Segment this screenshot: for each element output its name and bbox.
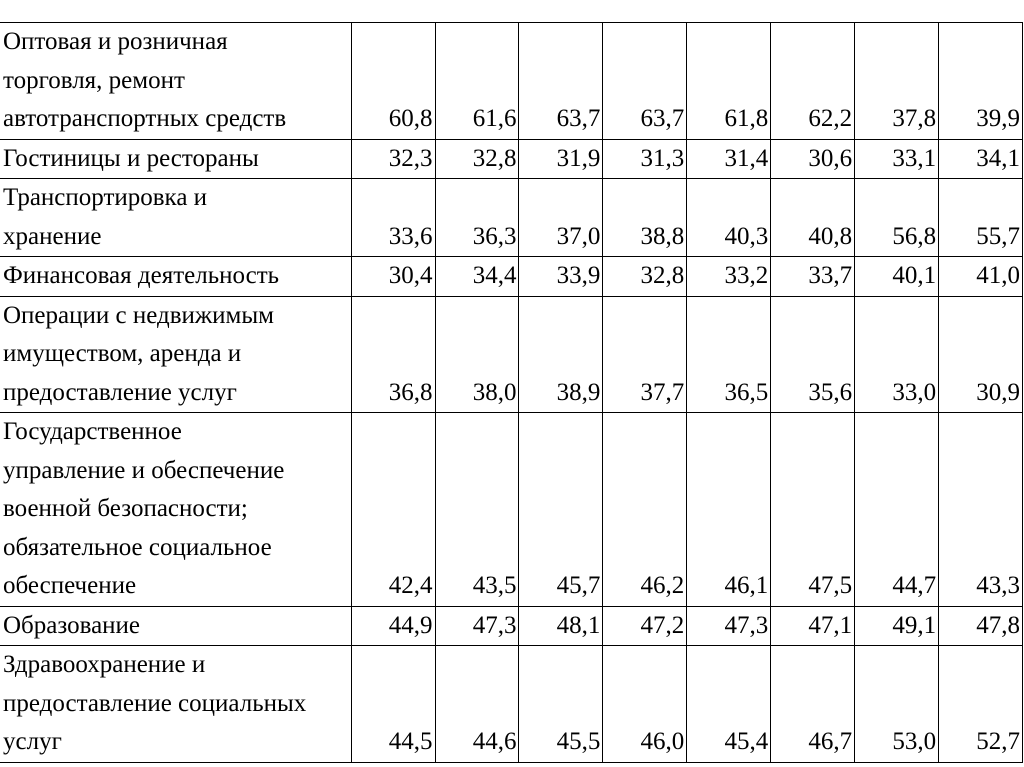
- value-cell: 38,8: [603, 179, 687, 257]
- value-cell: 40,8: [771, 179, 855, 257]
- value-cell: 33,9: [519, 257, 603, 297]
- row-label-line: предоставление услуг: [3, 378, 237, 406]
- value-cell: 63,7: [519, 23, 603, 140]
- value-cell: 30,4: [351, 257, 435, 297]
- value-cell: 44,7: [855, 413, 939, 607]
- value-cell: 33,2: [687, 257, 771, 297]
- value-cell: 30,9: [939, 296, 1023, 413]
- value-cell: 30,6: [771, 139, 855, 179]
- value-cell: 39,9: [939, 23, 1023, 140]
- row-label-cell: [0, 296, 351, 413]
- value-cell: 46,1: [687, 413, 771, 607]
- value-cell: 34,4: [435, 257, 519, 297]
- value-cell: 33,0: [855, 296, 939, 413]
- statistics-table: [0, 22, 1023, 763]
- value-cell: 62,2: [771, 23, 855, 140]
- row-label-cell: [0, 139, 351, 179]
- value-cell: 44,9: [351, 606, 435, 646]
- value-cell: 44,6: [435, 646, 519, 763]
- value-cell: 45,5: [519, 646, 603, 763]
- value-cell: 40,1: [855, 257, 939, 297]
- table-row: [0, 606, 1023, 646]
- row-label-line: Гостиницы и рестораны: [3, 144, 259, 172]
- row-label-cell: [0, 646, 351, 763]
- value-cell: 36,8: [351, 296, 435, 413]
- value-cell: 45,7: [519, 413, 603, 607]
- table-body: [0, 23, 1023, 763]
- table-row: [0, 257, 1023, 297]
- value-cell: 32,8: [603, 257, 687, 297]
- row-label-line: управление и обеспечение: [3, 456, 285, 484]
- value-cell: 38,9: [519, 296, 603, 413]
- value-cell: 60,8: [351, 23, 435, 140]
- row-label-line: торговля, ремонт: [3, 66, 185, 94]
- table-row: [0, 413, 1023, 607]
- row-label-cell: [0, 413, 351, 607]
- value-cell: 32,8: [435, 139, 519, 179]
- value-cell: 36,5: [687, 296, 771, 413]
- row-label-line: Операции с недвижимым: [3, 301, 274, 329]
- value-cell: 53,0: [855, 646, 939, 763]
- value-cell: 42,4: [351, 413, 435, 607]
- row-label-cell: [0, 179, 351, 257]
- value-cell: 61,6: [435, 23, 519, 140]
- value-cell: 37,8: [855, 23, 939, 140]
- value-cell: 31,4: [687, 139, 771, 179]
- row-label-line: Оптовая и розничная: [3, 28, 228, 55]
- value-cell: 46,0: [603, 646, 687, 763]
- value-cell: 36,3: [435, 179, 519, 257]
- row-label-line: обязательное социальное: [3, 533, 272, 561]
- value-cell: 37,0: [519, 179, 603, 257]
- value-cell: 35,6: [771, 296, 855, 413]
- value-cell: 47,8: [939, 606, 1023, 646]
- value-cell: 31,9: [519, 139, 603, 179]
- value-cell: 32,3: [351, 139, 435, 179]
- row-label-cell: [0, 606, 351, 646]
- row-label-line: обеспечение: [3, 572, 137, 599]
- value-cell: 37,7: [603, 296, 687, 413]
- value-cell: 41,0: [939, 257, 1023, 297]
- value-cell: 33,1: [855, 139, 939, 179]
- value-cell: 61,8: [687, 23, 771, 140]
- value-cell: 40,3: [687, 179, 771, 257]
- value-cell: 49,1: [855, 606, 939, 646]
- table-row: [0, 23, 1023, 140]
- value-cell: 55,7: [939, 179, 1023, 257]
- value-cell: 63,7: [603, 23, 687, 140]
- value-cell: 48,1: [519, 606, 603, 646]
- value-cell: 52,7: [939, 646, 1023, 763]
- row-label-line: услуг: [3, 728, 62, 755]
- row-label-cell: [0, 257, 351, 297]
- row-label-line: Государственное: [3, 418, 182, 445]
- row-label-line: Транспортировка и: [3, 184, 208, 211]
- value-cell: 31,3: [603, 139, 687, 179]
- value-cell: 56,8: [855, 179, 939, 257]
- row-label-line: Образование: [3, 611, 141, 639]
- table-row: [0, 139, 1023, 179]
- value-cell: 43,3: [939, 413, 1023, 607]
- value-cell: 47,3: [687, 606, 771, 646]
- table-row: [0, 296, 1023, 413]
- row-label-cell: [0, 23, 351, 140]
- row-label-line: предоставление социальных: [3, 689, 307, 717]
- value-cell: 46,7: [771, 646, 855, 763]
- value-cell: 33,7: [771, 257, 855, 297]
- row-label-line: военной безопасности;: [3, 495, 248, 522]
- value-cell: 44,5: [351, 646, 435, 763]
- value-cell: 38,0: [435, 296, 519, 413]
- value-cell: 45,4: [687, 646, 771, 763]
- row-label-line: имуществом, аренда и: [3, 340, 242, 367]
- value-cell: 33,6: [351, 179, 435, 257]
- value-cell: 46,2: [603, 413, 687, 607]
- value-cell: 34,1: [939, 139, 1023, 179]
- value-cell: 47,3: [435, 606, 519, 646]
- value-cell: 47,1: [771, 606, 855, 646]
- row-label-line: автотранспортных средств: [3, 105, 287, 132]
- row-label-line: хранение: [3, 222, 102, 250]
- table-row: [0, 179, 1023, 257]
- table-row: [0, 646, 1023, 763]
- row-label-line: Финансовая деятельность: [3, 262, 280, 289]
- value-cell: 47,2: [603, 606, 687, 646]
- value-cell: 43,5: [435, 413, 519, 607]
- row-label-line: Здравоохранение и: [3, 651, 206, 678]
- value-cell: 47,5: [771, 413, 855, 607]
